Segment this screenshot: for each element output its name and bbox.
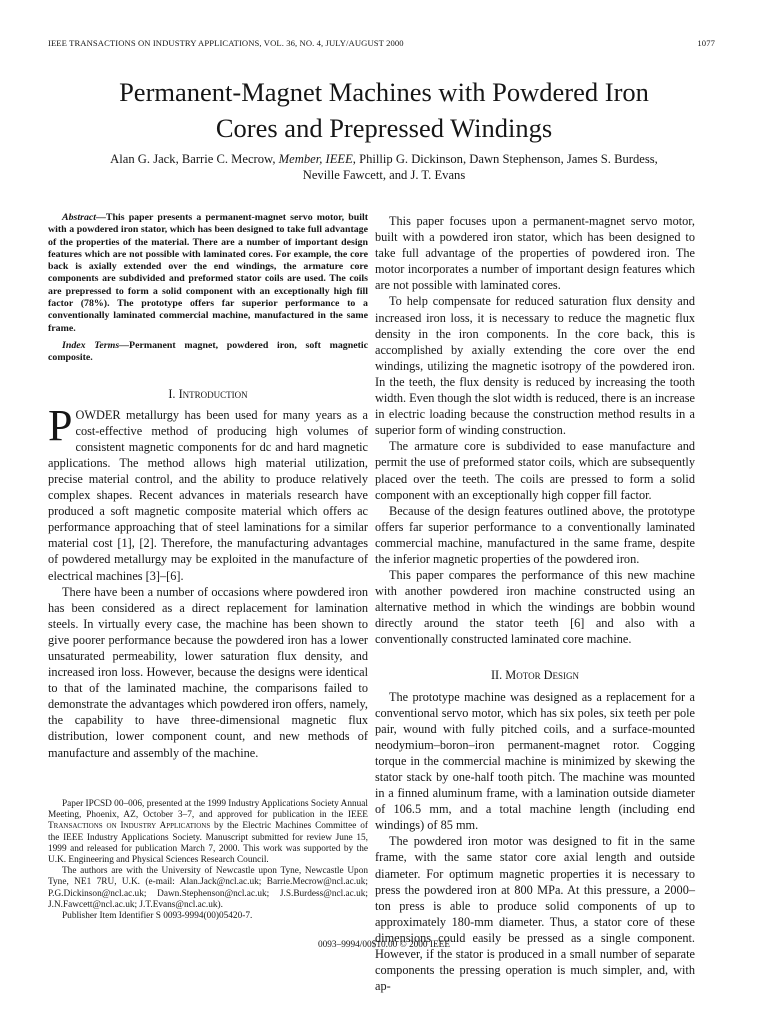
intro-paragraph-2: There have been a number of occasions where powdered iron has been considered as a direct replacement for lamination steels. In virtually every case, the machine has been shown to give poorer performance because the powdered iron has a lower unsaturated permeability, lower saturation flux density, and increased iron loss. However, because the designs were identical to that of the laminated machine, the comparisons failed to demonstrate the advantages which powdered iron offers, namely, the capability to have three-dimensional magnetic flux distribution, lower component count, and new methods of manufacture and assembly of the machine. [48,584,368,760]
intro-p1-text: OWDER metallurgy has been used for many years as a cost-effective method of producing high volumes of consistent magnetic components for dc and hard magnetic applications. The method allows high material utilization, precise material control, and the ability to produce relatively complex shapes. Recent advances in materials research have produced a soft magnetic composite material which offers ac performance approaching that of steel laminations for a similar material cost [1], [2]. Therefore, the manufacturing advantages of powdered metallurgy may be exploited in the manufacture of electrical machines [3]–[6]. [48,407,368,583]
section-2-heading [375,668,695,683]
intro-paragraph-1 [48,400,368,584]
right-paragraph-2: To help compensate for reduced saturation flux density and increased iron loss, it is necessary to reduce the magnetic flux density in the iron components. In the core back, this is accomplished by axially extending the core over the end windings, utilizing the magnetic isotropy of the powdered iron. In the teeth, the flux density is reduced by increasing the tooth width. Even though the slot width is reduced, there is an increase in electric loading because the construction method results in a superior form of winding construction. [375,294,695,438]
journal-header: IEEE TRANSACTIONS ON INDUSTRY APPLICATIONS, VOL. 36, NO. 4, JULY/AUGUST 2000 [48,38,404,48]
right-column [375,213,695,994]
abstract-label: Abstract [62,212,97,223]
abstract [48,212,368,335]
section-2-numeral: II. [490,667,503,682]
section-2-title: Motor Design [505,667,580,682]
running-header [48,38,715,48]
left-column [48,212,368,761]
footnote-p1-a: Paper IPCSD 00–006, presented at the 1999 Industry Applications Society Annual Meeting, Phoenix, AZ, October 3–7, and approved for publication in the IEEE [48,799,368,821]
copyright-footer: 0093–9994/00$10.00 © 2000 IEEE [317,940,451,950]
author-list [40,152,728,183]
index-terms [48,340,368,365]
abstract-text: —This paper presents a permanent-magnet servo motor, built with a powdered iron stator, which has been designed to take full advantage of the properties of the material. There are a number of important design features which are not possible with laminated cores. For example, the core back is axially extended over the end windings, the armature core components are subdivided and preformed stator coils are used. The coils are prepressed to form a solid component with an exceptionally high fill factor (78%). The prototype offers far superior performance to a conventionally laminated commercial machine, manufactured in the same frame. [48,212,368,334]
right-paragraph-4: Because of the design features outlined above, the prototype offers far superior performance to a conventionally laminated commercial machine, manufactured in the same frame, despite the inferior magnetic properties of the powdered iron. [375,503,695,566]
title-line-1: Permanent-Magnet Machines with Powdered Iron [119,77,649,107]
design-paragraph-2: The powdered iron motor was designed to fit in the same frame, with the same stator core axial length and outside diameter. For optimum magnetic properties it is necessary to press the powdered iron at 800 MPa. At this pressure, a 2000–ton press is able to produce solid components of up to approximately 180-mm diameter. Thus, a stator core of these dimensions could easily be pressed as a single component. However, if the stator is produced in a small number of separate components the pressing operation is much simpler, and, with ap- [375,834,695,994]
authors-part-1: Alan G. Jack, Barrie C. Mecrow, [110,152,276,166]
footnote-affiliation: The authors are with the University of Newcastle upon Tyne, Newcastle Upon Tyne, NE1 7RU, U.K. (e-mail: Alan.Jack@ncl.ac.uk; Barrie.Mecrow@ncl.ac.uk; P.G.Dickinson@ncl.ac.uk; Dawn.Stephenson@ncl.ac.uk; J.S.Burdess@ncl.ac.uk; J.N.Fawcett@ncl.ac.uk; J.T.Evans@ncl.ac.uk). [48,866,368,910]
authors-part-2: , Phillip G. Dickinson, Dawn Stephenson, James S. Burdess, [352,152,658,166]
design-paragraph-1: The prototype machine was designed as a replacement for a conventional servo motor, which has six poles, six teeth per pole pair, wound with fully pitched coils, and a surface-mounted neodymium–boron–iron permanent-magnet rotor. Cogging torque in the commercial machine is minimized by skewing the stator stack by one-half tooth pitch. The machine was mounted in a finned aluminum frame, with a lamination outside diameter of 106.5 mm, and a total machine length (including end windings) of 85 mm. [375,689,695,833]
footnote-publication [48,799,368,866]
footnote-journal: Transactions on Industry Applications [48,821,211,832]
section-1-title: Introduction [178,386,248,401]
right-paragraph-1: This paper focuses upon a permanent-magnet servo motor, built with a powdered iron stator, which has been designed to take full advantage of the properties of powdered iron. The motor incorporates a number of important design features which are not possible with laminated cores. [375,214,695,293]
footnote-identifier: Publisher Item Identifier S 0093-9994(00)05420-7. [62,911,253,922]
index-terms-text: —Permanent magnet, powdered iron, soft magnetic composite. [48,339,368,364]
author-line-1 [40,152,728,168]
right-paragraph-5: This paper compares the performance of this new machine with another powdered iron machine constructed using an alternative method in which the windings are bobbin wound directly around the stator teeth [6] and also with a conventionally constructed laminated core machine. [375,568,695,647]
section-1-numeral: I. [168,386,176,401]
title-line-2: Cores and Prepressed Windings [215,113,553,143]
footnote-p1-b: by the Electric Machines Committee of the IEEE Industry Applications Society. Manuscript submitted for review June 15, 1999 and released for publication March 7, 2000. This work was supported by the U.K. Engineering and Physical Sciences Research Council. [48,821,368,866]
index-terms-label: Index Terms [62,339,120,351]
footnote [48,799,368,922]
page-number: 1077 [697,38,715,48]
member-grade: Member, IEEE [278,152,353,166]
drop-cap: P [48,400,73,450]
right-paragraph-3: The armature core is subdivided to ease manufacture and permit the use of preformed stator coils, which are subsequently placed over the teeth. The coils are pressed to form a solid component with an exceptionally high copper fill factor. [375,439,695,502]
author-line-2: Neville Fawcett, and J. T. Evans [302,167,466,182]
section-1-heading [48,387,368,402]
paper-title [40,74,728,146]
